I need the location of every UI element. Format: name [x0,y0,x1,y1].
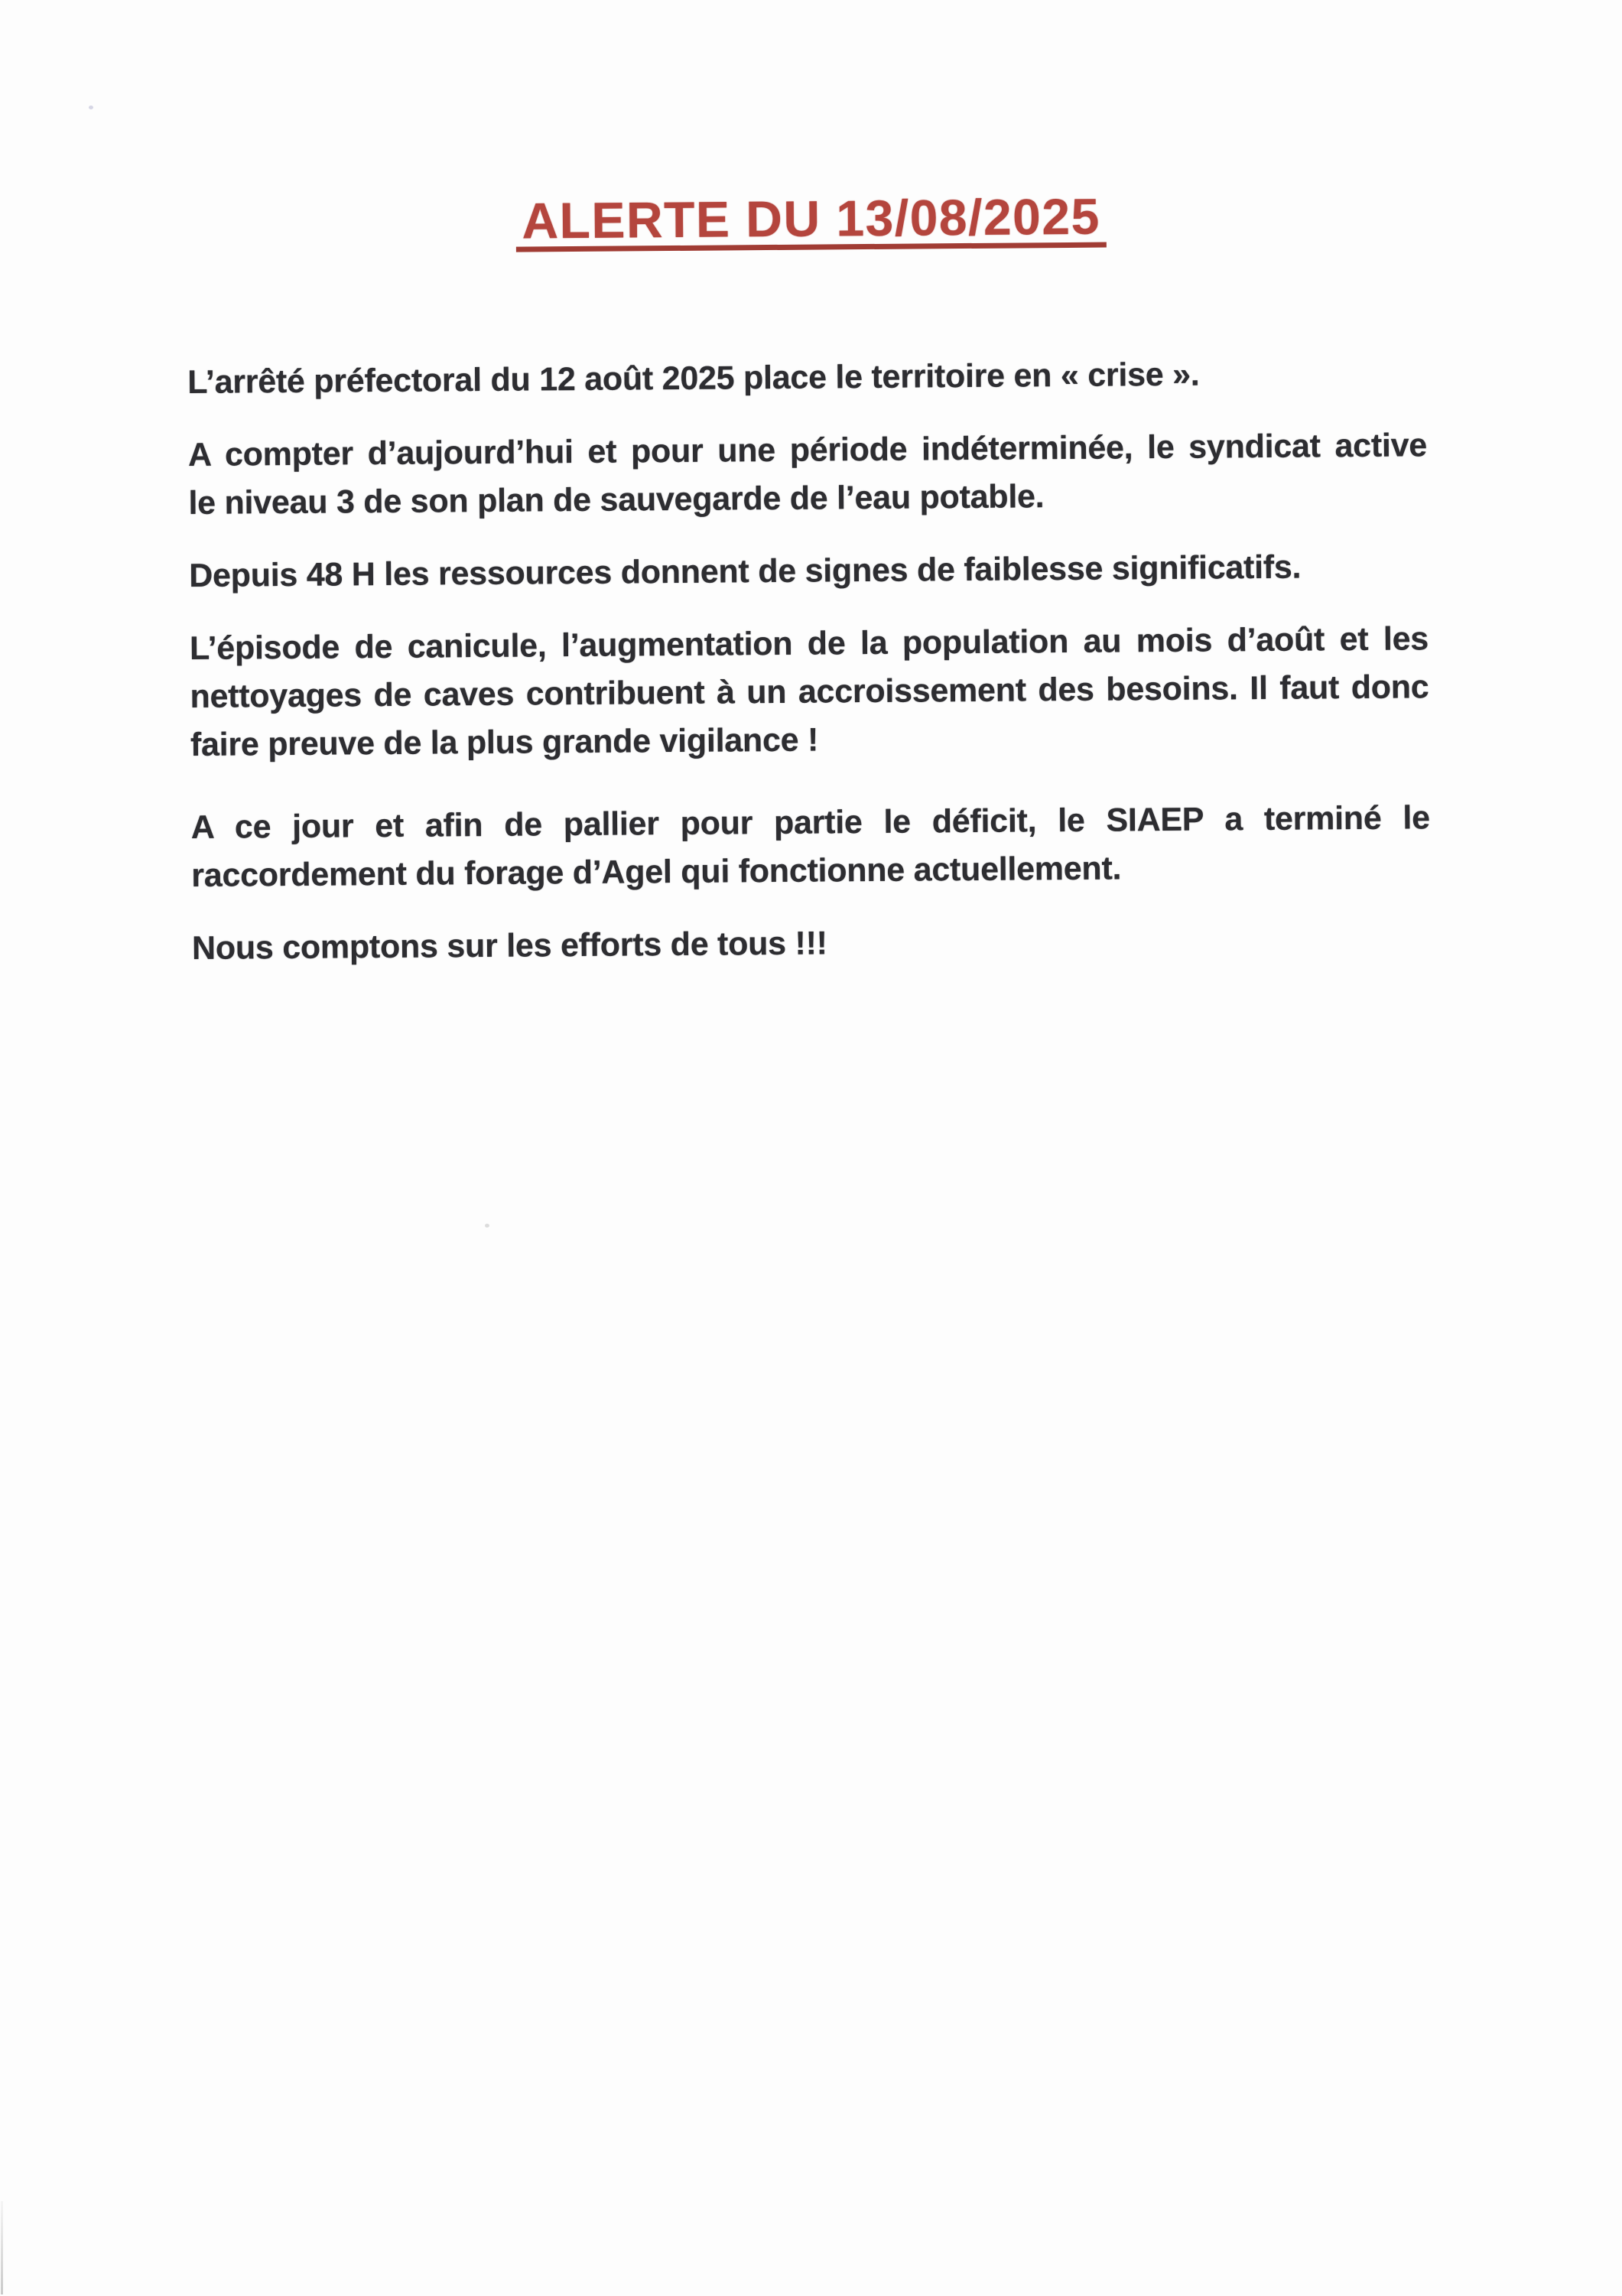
text-line: nettoyages de caves contribuent à un accroissement des besoins. Il faut donc [190,668,1429,715]
text-line: Nous comptons sur les efforts de tous !!! [191,925,827,967]
text-line: le niveau 3 de son plan de sauvegarde de l’eau potable. [188,478,1045,522]
paragraph [192,915,1431,973]
scan-edge-shadow [1,2201,3,2294]
alert-title: ALERTE DU 13/08/2025 [515,190,1107,252]
text-line: L’arrêté préfectoral du 12 août 2025 place le territoire en « crise ». [187,356,1200,401]
text-line: Depuis 48 H les ressources donnent de signes de faiblesse significatifs. [189,548,1302,594]
text-line: A compter d’aujourd’hui et pour une période indéterminée, le syndicat active [187,427,1428,473]
text-line: L’épisode de canicule, l’augmentation de la population au mois d’août et les [189,620,1429,667]
text-line: faire preuve de la plus grande vigilance ! [190,721,819,763]
title-row [191,187,1431,255]
paragraph [189,542,1428,600]
paragraph [190,615,1429,769]
text-line: raccordement du forage d’Agel qui fonctionne actuellement. [191,850,1122,894]
scan-speck [485,1224,489,1228]
text-line: A ce jour et afin de pallier pour partie le déficit, le SIAEP a terminé le [190,799,1430,846]
paragraph [188,421,1428,528]
document-body [187,349,1432,997]
paragraph [191,794,1431,900]
paragraph [187,349,1426,407]
scan-speck [89,106,93,109]
